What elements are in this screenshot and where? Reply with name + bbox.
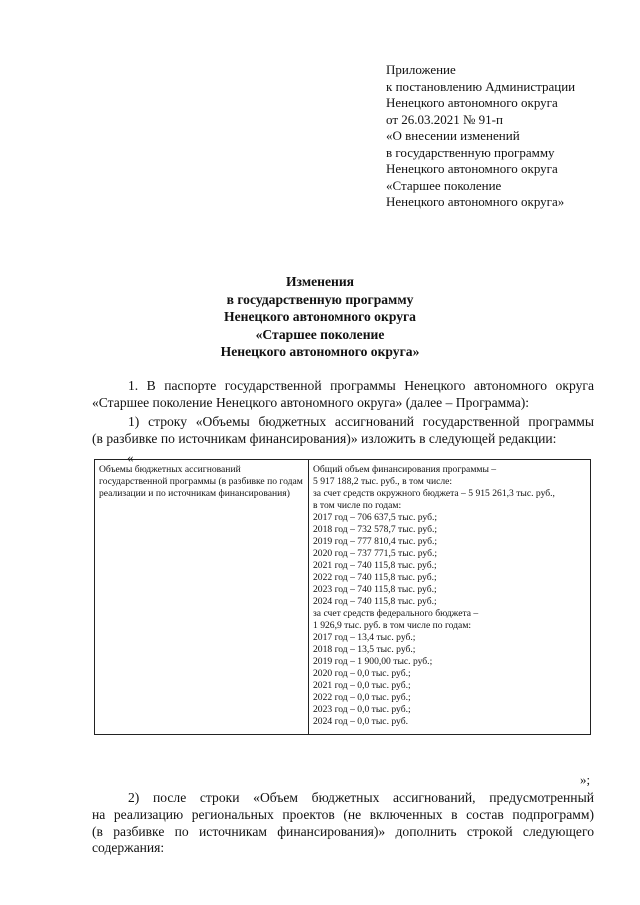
- table-value-line: Общий объем финансирования программы –: [313, 464, 497, 475]
- table-value-line: за счет средств окружного бюджета – 5 915 261,3 тыс. руб.,: [313, 488, 555, 499]
- paragraph-line: 1. В паспорте государственной программы Ненецкого автономного округа: [128, 378, 594, 393]
- title-line: Ненецкого автономного округа»: [220, 344, 420, 359]
- paragraph-line: содержания:: [92, 840, 165, 856]
- appendix-line: «Старшее поколение: [386, 177, 502, 193]
- table-value-line: 2020 год – 737 771,5 тыс. руб.;: [313, 548, 438, 559]
- table-value-line: в том числе по годам:: [313, 500, 402, 511]
- appendix-line: Ненецкого автономного округа: [386, 161, 558, 176]
- paragraph-2: [92, 414, 594, 448]
- financing-table: [94, 459, 591, 735]
- table-value-line: 2021 год – 0,0 тыс. руб.;: [313, 680, 411, 691]
- table-value-line: 1 926,9 тыс. руб. в том числе по годам:: [313, 620, 472, 631]
- table-value-line: 2019 год – 777 810,4 тыс. руб.;: [313, 536, 438, 547]
- appendix-line: Ненецкого автономного округа: [386, 95, 558, 110]
- table-value-line: 2024 год – 740 115,8 тыс. руб.;: [313, 596, 437, 607]
- table-value-line: 2023 год – 740 115,8 тыс. руб.;: [313, 584, 437, 595]
- appendix-line: от 26.03.2021 № 91-п: [386, 111, 503, 127]
- title-line: в государственную программу: [226, 291, 414, 307]
- table-value-line: 5 917 188,2 тыс. руб., в том числе:: [313, 476, 453, 487]
- paragraph-line: 2) после строки «Объем бюджетных ассигнований, предусмотренный: [128, 790, 594, 805]
- quote-close: »;: [580, 772, 591, 787]
- appendix-line: в государственную программу: [386, 144, 555, 160]
- appendix-line: к постановлению Администрации: [386, 78, 576, 94]
- table-value-line: 2018 год – 732 578,7 тыс. руб.;: [313, 524, 438, 535]
- document-title: [0, 273, 640, 361]
- appendix-header: [386, 62, 626, 211]
- table-value-line: 2022 год – 740 115,8 тыс. руб.;: [313, 572, 437, 583]
- title-line: Ненецкого автономного округа: [224, 309, 416, 324]
- paragraph-line: на реализацию региональных проектов (не включенных в состав подпрограмм): [92, 806, 594, 822]
- title-line: «Старшее поколение: [255, 326, 385, 342]
- appendix-line: Ненецкого автономного округа»: [386, 194, 565, 209]
- paragraph-1: [92, 378, 594, 412]
- paragraph-line: «Старшее поколение Ненецкого автономного округа» (далее – Программа):: [92, 394, 530, 410]
- table-value-line: 2018 год – 13,5 тыс. руб.;: [313, 644, 416, 655]
- table-value-line: 2019 год – 1 900,00 тыс. руб.;: [313, 656, 433, 667]
- table-cell-label: Объемы бюджетных ассигнований государственной программы (в разбивке по годам реализации и по источникам финансирования): [95, 460, 309, 735]
- table-value-line: 2023 год – 0,0 тыс. руб.;: [313, 704, 411, 715]
- table-cell-values: [309, 460, 591, 735]
- appendix-line: Приложение: [386, 62, 456, 77]
- paragraph-line: (в разбивке по источникам финансирования)» изложить в следующей редакции:: [92, 430, 557, 446]
- table-value-line: 2021 год – 740 115,8 тыс. руб.;: [313, 560, 437, 571]
- paragraph-3: [92, 790, 594, 857]
- table-row: [95, 460, 591, 735]
- table-value-line: 2020 год – 0,0 тыс. руб.;: [313, 668, 411, 679]
- table-value-line: 2017 год – 13,4 тыс. руб.;: [313, 632, 416, 643]
- table-value-line: 2022 год – 0,0 тыс. руб.;: [313, 692, 411, 703]
- paragraph-line: 1) строку «Объемы бюджетных ассигнований государственной программы: [128, 414, 594, 429]
- table-value-line: 2024 год – 0,0 тыс. руб.: [313, 716, 408, 727]
- paragraph-line: (в разбивке по источникам финансирования)» дополнить строкой следующего: [92, 823, 594, 839]
- quote-open: «: [127, 450, 134, 465]
- table-value-line: 2017 год – 706 637,5 тыс. руб.;: [313, 512, 438, 523]
- appendix-line: «О внесении изменений: [386, 128, 520, 143]
- title-line: Изменения: [285, 274, 355, 289]
- table-value-line: за счет средств федерального бюджета –: [313, 608, 479, 619]
